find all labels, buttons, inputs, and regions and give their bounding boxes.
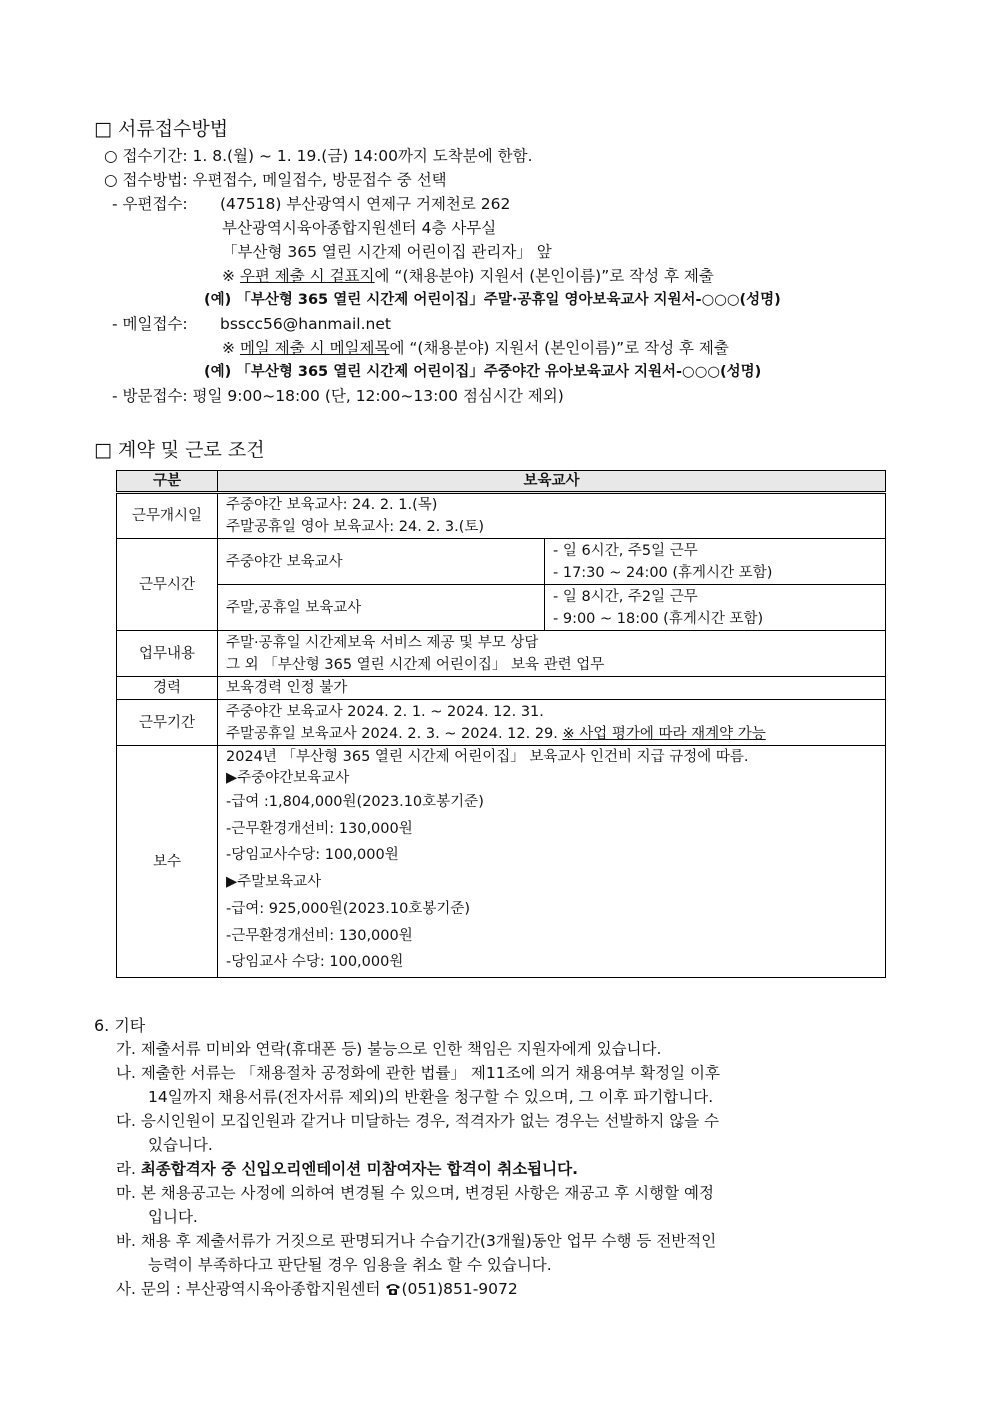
- duty-line1: 주말·공휴일 시간제보육 서비스 제공 및 부모 상담: [226, 634, 539, 651]
- section-title-contract: □ 계약 및 근로 조건: [94, 439, 265, 461]
- table-row-hours-a: [117, 539, 886, 585]
- postal-label: - 우편접수:: [112, 195, 188, 213]
- postal-note-rest: 에 “(채용분야) 지원서 (본인이름)”로 작성 후 제출: [374, 267, 714, 285]
- table-row-term: [117, 700, 886, 746]
- postal-address-line2: 부산광역시육아종합지원센터 4층 사무실: [222, 219, 497, 237]
- cell-hours-a-label: 주중야간 보육교사: [218, 539, 545, 585]
- misc-item-ba-line1: 바. 채용 후 제출서류가 거짓으로 판명되거나 수습기간(3개월)동안 업무 수행 등 전반적인: [116, 1232, 717, 1250]
- cell-category: 업무내용: [117, 631, 218, 677]
- phone-icon: [385, 1280, 401, 1302]
- cell-value: [218, 493, 886, 539]
- cell-category: 근무시간: [117, 539, 218, 631]
- misc-item-da-line1: 다. 응시인원이 모집인원과 같거나 미달하는 경우, 적격자가 없는 경우는 선발하지 않을 수: [116, 1112, 720, 1130]
- misc-item-ma-line1: 마. 본 채용공고는 사정에 의하여 변경될 수 있으며, 변경된 사항은 재공고 후 시행할 예정: [116, 1184, 714, 1202]
- pay-weekday-salary: -급여 :1,804,000원(2023.10호봉기준): [226, 794, 484, 811]
- misc-item-na-line1: 나. 제출한 서류는 「채용절차 공정화에 관한 법률」 제11조에 의거 채용여부 확정일 이후: [116, 1064, 720, 1082]
- pay-weekend-salary: -급여: 925,000원(2023.10호봉기준): [226, 900, 471, 917]
- postal-address-line1: (47518) 부산광역시 연제구 거제천로 262: [220, 195, 511, 213]
- hours-a-time: - 17:30 ~ 24:00 (휴게시간 포함): [553, 564, 773, 581]
- misc-item-ra-prefix: 라.: [116, 1160, 141, 1178]
- pay-weekend-allowance: -근무환경개선비: 130,000원: [226, 927, 413, 944]
- email-example: (예) 「부산형 365 열린 시간제 어린이집」주중야간 유아보육교사 지원서-○○○(성명): [204, 364, 762, 380]
- table-header-row: [117, 471, 886, 493]
- header-category: 구분: [117, 471, 218, 493]
- table-row-career: [117, 677, 886, 700]
- cell-category: 보수: [117, 746, 218, 978]
- table-row-hours-b: [117, 585, 886, 631]
- misc-item-sa: [116, 1278, 518, 1302]
- note-mark: ※: [222, 267, 235, 285]
- start-weekday: 주중야간 보육교사: 24. 2. 1.(목): [226, 497, 438, 513]
- visit-submission: - 방문접수: 평일 9:00~18:00 (단, 12:00~13:00 점심시간 제외): [112, 387, 564, 405]
- pay-weekend-heading: ▶주말보육교사: [226, 874, 322, 891]
- pay-weekday-heading: ▶주중야간보육교사: [226, 770, 350, 787]
- cell-value: [218, 746, 886, 978]
- section-title-misc: 6. 기타: [94, 1016, 146, 1035]
- pay-rule: 2024년 「부산형 365 열린 시간제 어린이집」 보육교사 인건비 지급 규정에 따름.: [226, 749, 749, 766]
- start-weekend: 주말공휴일 영아 보육교사: 24. 2. 3.(토): [226, 519, 485, 535]
- misc-item-na-line2: 14일까지 채용서류(전자서류 제외)의 반환을 청구할 수 있으며, 그 이후 파기합니다.: [148, 1088, 714, 1106]
- term-weekend: [226, 723, 877, 745]
- misc-item-ra-text: 최종합격자 중 신입오리엔테이션 미참여자는 합격이 취소됩니다.: [140, 1160, 578, 1178]
- cell-hours-a-detail: [545, 539, 886, 585]
- misc-item-ra: [116, 1158, 578, 1180]
- postal-note: [222, 265, 714, 287]
- email-label: - 메일접수:: [112, 315, 188, 333]
- note-mark: ※: [222, 339, 235, 357]
- submission-period: ○ 접수기간: 1. 8.(월) ~ 1. 19.(금) 14:00까지 도착분에 한함.: [104, 147, 533, 165]
- cell-category: 근무개시일: [117, 493, 218, 539]
- duty-line2: 그 외 「부산형 365 열린 시간제 어린이집」 보육 관련 업무: [226, 656, 605, 673]
- cell-hours-b-detail: [545, 585, 886, 631]
- hours-b-time: - 9:00 ~ 18:00 (휴게시간 포함): [553, 610, 764, 627]
- misc-item-ga: 가. 제출서류 미비와 연락(휴대폰 등) 불능으로 인한 책임은 지원자에게 있습니다.: [116, 1040, 662, 1058]
- cell-category: 근무기간: [117, 700, 218, 746]
- postal-note-underlined: 우편 제출 시 겉표지: [239, 267, 375, 285]
- pay-weekday-homeroom: -당임교사수당: 100,000원: [226, 847, 399, 864]
- cell-value: 보육경력 인정 불가: [218, 677, 886, 700]
- hours-b-days: - 일 8시간, 주2일 근무: [553, 588, 698, 605]
- email-note-rest: 에 “(채용분야) 지원서 (본인이름)”로 작성 후 제출: [389, 339, 729, 357]
- contact-phone[interactable]: (051)851-9072: [401, 1280, 518, 1298]
- term-weekday: 주중야간 보육교사 2024. 2. 1. ~ 2024. 12. 31.: [226, 703, 544, 720]
- table-row-start-date: [117, 493, 886, 539]
- term-weekend-dates: 주말공휴일 보육교사 2024. 2. 3. ~ 2024. 12. 29.: [226, 725, 563, 742]
- misc-item-ma-line2: 입니다.: [148, 1208, 198, 1226]
- misc-item-da-line2: 있습니다.: [148, 1136, 213, 1154]
- pay-weekday-allowance: -근무환경개선비: 130,000원: [226, 820, 413, 837]
- postal-address-line3: 「부산형 365 열린 시간제 어린이집 관리자」 앞: [222, 243, 552, 261]
- contract-terms-table: [116, 470, 886, 978]
- email-address[interactable]: bsscc56@hanmail.net: [220, 315, 391, 333]
- table-row-pay: [117, 746, 886, 978]
- contact-label: 사. 문의 : 부산광역시육아종합지원센터: [116, 1280, 386, 1298]
- cell-value: [218, 700, 886, 746]
- email-note-underlined: 메일 제출 시 메일제목: [239, 339, 390, 357]
- cell-value: [218, 631, 886, 677]
- submission-method: ○ 접수방법: 우편접수, 메일접수, 방문접수 중 선택: [104, 171, 447, 189]
- cell-category: 경력: [117, 677, 218, 700]
- term-renewal-note: ※ 사업 평가에 따라 재계약 가능: [562, 725, 766, 742]
- pay-weekend-homeroom: -당임교사 수당: 100,000원: [226, 954, 404, 971]
- misc-item-ba-line2: 능력이 부족하다고 판단될 경우 임용을 취소 할 수 있습니다.: [148, 1256, 552, 1274]
- postal-example: (예) 「부산형 365 열린 시간제 어린이집」주말·공휴일 영아보육교사 지원서-○○○(성명): [204, 292, 781, 308]
- cell-hours-b-label: 주말,공휴일 보육교사: [218, 585, 545, 631]
- hours-a-days: - 일 6시간, 주5일 근무: [553, 542, 698, 559]
- table-row-duties: [117, 631, 886, 677]
- header-teacher: 보육교사: [218, 471, 886, 493]
- section-title-submission: □ 서류접수방법: [94, 118, 229, 140]
- email-note: [222, 337, 729, 359]
